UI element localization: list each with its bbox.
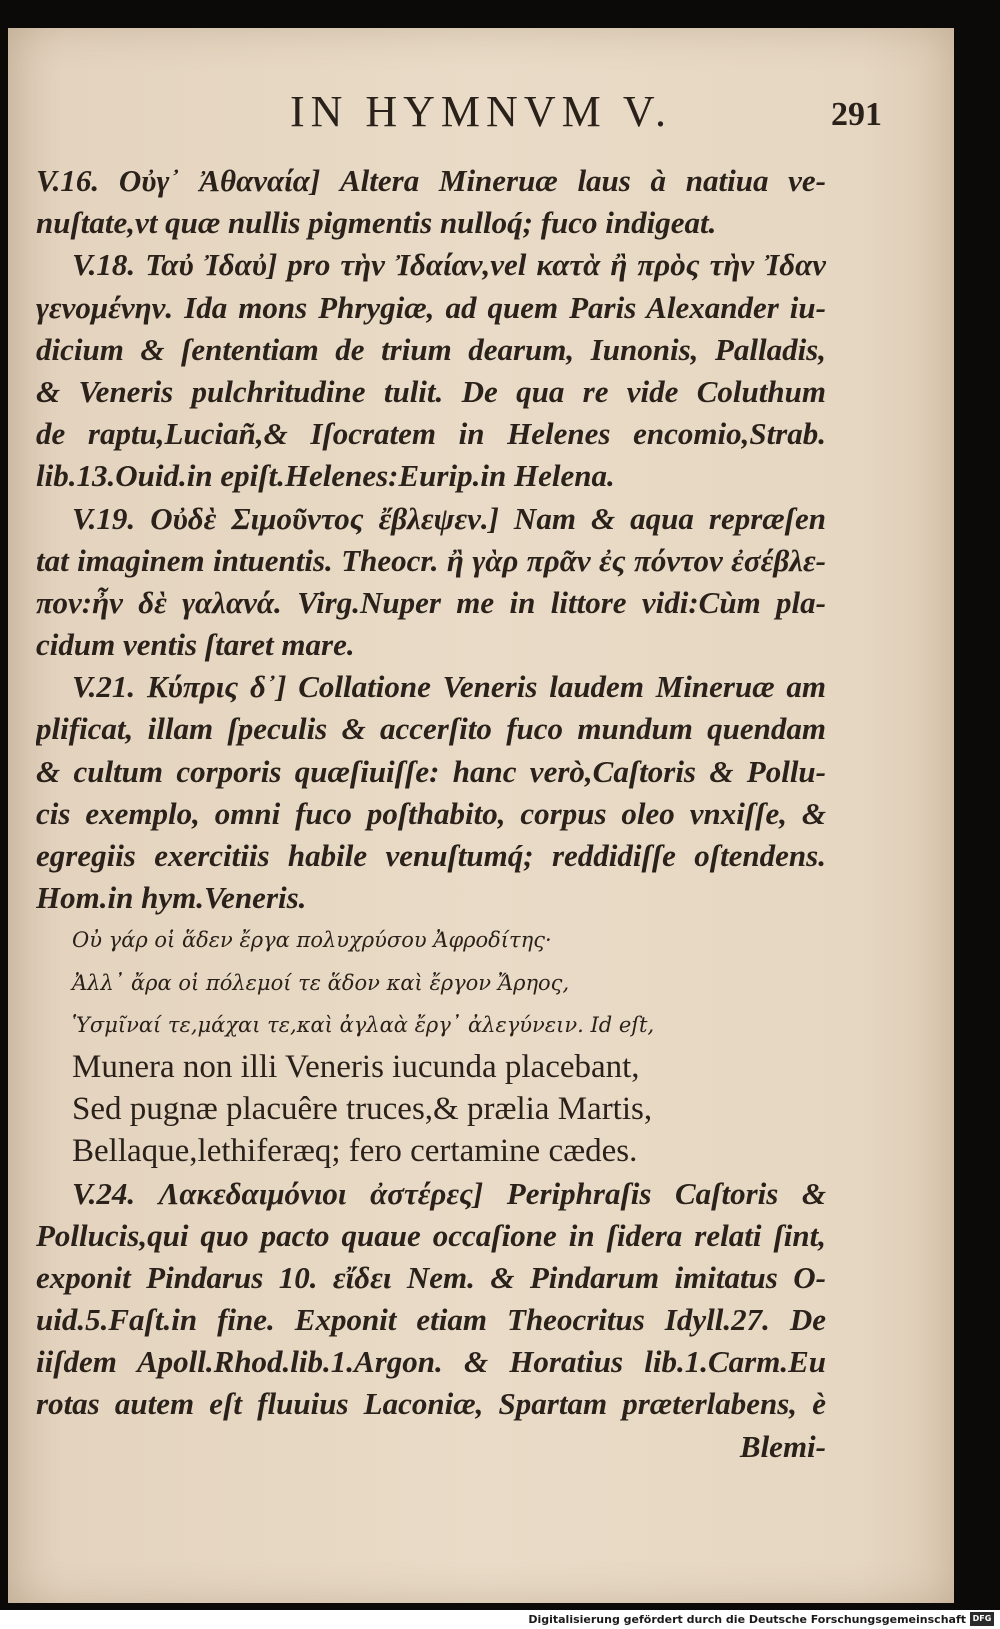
funding-credit: Digitalisierung gefördert durch die Deutsche Forschungsgemeinschaft <box>528 1613 966 1626</box>
text-line: V.24. Λακεδαιμόνιοι ἀστέρες] Periphraſis Caſtoris & <box>72 1175 826 1211</box>
text-line: V.21. Κύπρις δ᾽] Collatione Veneris laudem Mineruæ am <box>72 669 826 705</box>
book-page <box>8 28 954 1603</box>
text-line: tat imaginem intuentis. Theocr. ἢ γὰρ πρᾶν ἐς πόντον ἐσέβλε- <box>36 542 826 578</box>
text-line: lib.13.Ouid.in epiſt.Helenes:Eurip.in Helena. <box>36 458 615 494</box>
text-line: V.16. Οὐγ᾽ Ἀθαναία] Altera Mineruæ laus à natiua ve- <box>36 163 826 198</box>
text-line: cis exemplo, omni fuco poſthabito, corpus oleo vnxiſſe, & <box>36 795 826 831</box>
text-line: Hom.in hym.Veneris. <box>36 880 307 916</box>
text-line: rotas autem eſt fluuius Laconiæ, Spartam præterlabens, è <box>36 1386 826 1422</box>
text-line: nuſtate,vt quæ nullis pigmentis nulloq́; fuco indigeat. <box>36 205 717 241</box>
text-line: γενομένην. Ida mons Phrygiæ, ad quem Paris Alexander iu- <box>36 289 826 325</box>
text-line: de raptu,Luciañ,& Iſocratem in Helenes encomio,Strab. <box>36 416 826 452</box>
text-line: & cultum corporis quæſiuiſſe: hanc verò,Caſtoris & Pollu- <box>36 753 826 789</box>
text-line: V.19. Οὐδὲ Σιμοῦντος ἔβλεψεν.] Nam & aqua repræſen <box>72 500 826 536</box>
text-line: Ἀλλ᾽ ἄρα οἱ πόλεμοί τε ἅδον καὶ ἔργον Ἄρηος, <box>72 970 570 995</box>
text-line: uid.5.Faſt.in fine. Exponit etiam Theocritus Idyll.27. De <box>36 1302 826 1338</box>
text-line: cidum ventis ſtaret mare. <box>36 627 355 663</box>
catchword: Blemi- <box>739 1428 826 1464</box>
footer-bar <box>0 1610 1000 1629</box>
text-line: Ὑσμῖναί τε,μάχαι τε,καὶ ἀγλαὰ ἔργ᾽ ἀλεγύνειν. Id eſt, <box>72 1012 655 1037</box>
text-line: plificat, illam ſpeculis & accerſito fuco mundum quendam <box>36 711 826 747</box>
text-line: & Veneris pulchritudine tulit. De qua re vide Coluthum <box>36 373 826 409</box>
text-line: V.18. Ταὐ Ἰδαὐ] pro τὴν Ἰδαίαν,vel κατὰ ἢ πρὸς τὴν Ἰδαν <box>72 247 826 283</box>
text-line: Bellaque,lethiferæq; fero certamine cædes. <box>72 1133 638 1170</box>
text-line: πον:ἦν δὲ γαλανά. Virg.Nuper me in littore vidi:Cùm pla- <box>36 584 826 620</box>
text-line: iiſdem Apoll.Rhod.lib.1.Argon. & Horatius lib.1.Carm.Eu <box>36 1344 826 1380</box>
commentary-text <box>36 160 826 1468</box>
text-line: Οὐ γάρ οἱ ἅδεν ἔργα πολυχρύσου Ἀφροδίτης· <box>72 928 552 953</box>
text-line: Munera non illi Veneris iucunda placebant, <box>72 1048 640 1085</box>
running-header: IN HYMNVM V. <box>289 87 673 136</box>
text-line: Sed pugnæ placuêre truces,& prælia Martis, <box>72 1091 653 1128</box>
dfg-logo-icon: DFG <box>970 1612 994 1626</box>
page-number: 291 <box>831 96 882 133</box>
text-line: exponit Pindarus 10. εἴδει Nem. & Pindarum imitatus O- <box>36 1259 826 1295</box>
text-line: Pollucis,qui quo pacto quaue occaſione in ſidera relati ſint, <box>36 1217 826 1253</box>
text-line: egregiis exercitiis habile venuſtumq́; reddidiſſe oſtendens. <box>36 838 826 873</box>
text-line: dicium & ſententiam de trium dearum, Iunonis, Palladis, <box>36 331 826 367</box>
